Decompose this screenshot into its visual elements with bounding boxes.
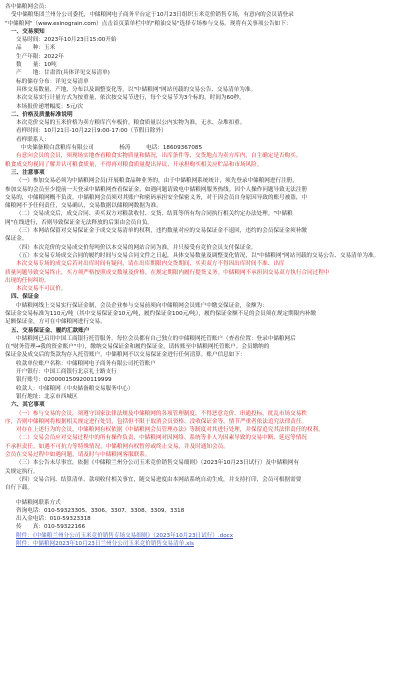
contact-phone: 18609367085 <box>162 145 203 152</box>
attachment-link-list-xls[interactable]: 中储粮网2023年10月23日兰州分公司玉米竞价销售交易清单.xls <box>32 541 194 547</box>
red-notice-line: 序，否则中储粮网将根据相关规定进行处罚，包括但不限于取消会员资格、没收保证金等，情节严重者依法追究法律责任。 <box>5 418 308 425</box>
tel-label: 咨询电话： <box>16 507 44 514</box>
attention-line: 交易的，中储粮网概不负责。中储粮网会员须对其账户和密码承担安全保密义务，对于因会员自身原因导致的账号被盗，中 <box>5 194 308 201</box>
attachment-prefix: 附件： <box>16 532 33 539</box>
trade-info-line: 产 地：甘肃省(具体详见交易清单) <box>16 70 110 77</box>
trade-info-line: 交易时间：2023年10月23日15:00开始 <box>16 37 117 44</box>
bank-info-line: 银行地址：北京市西城区 <box>16 393 78 400</box>
red-notice-line: （二）交易会员应对交易过程中的所有操作负责，中储粮网对因网络、系统等非人为因素导致的交易中断、延迟等情况 <box>16 435 307 442</box>
price-quality-line: 看样时间：10月21日-10月22日9:00-17:00（节假日除外） <box>16 128 167 135</box>
section-title-remittance: 五、交易保证金、履约汇款账户 <box>11 327 90 334</box>
section-title-attention: 三、注意事项 <box>11 169 45 176</box>
deposit-line: 足额保证金，方可在中储粮网进行交易。 <box>5 319 106 326</box>
remittance-line: 在"财务管理→我的资金账户"中），缴纳交易保证金和履约保证金，请转账至中储粮网托管账户。会员缴纳的 <box>5 344 270 351</box>
red-notice-line: 有意向会员的会员，须现场实地查看粮食实物质量和储况，出库条件等，交货地点为卖方库内，自主确定是否购买。 <box>16 153 302 160</box>
attention-line: 保证金。 <box>5 236 28 243</box>
trade-info-line: 数 量：10吨 <box>16 62 57 69</box>
section-title-deposit: 四、保证金 <box>11 294 39 301</box>
trade-info-line: 具体交易数量、产地、分布以及调整变化等，以"中储粮网"网站刊载的交易公告、交易清单为准。 <box>16 86 257 93</box>
trade-info-line: 本场报价递增幅度：5元/次 <box>16 103 83 110</box>
section-title-price-quality: 二、价格及质量标准说明 <box>11 111 73 118</box>
attention-line: 储粮网不予任何责任，交易确认，交易数据以储粮网数据为准。 <box>5 203 162 210</box>
fax-label: 传 真： <box>16 524 44 531</box>
red-notice-line: 本次交易专场的成交后若对出库时间有疑问，请在出库期限内交货期间，买卖双方不得因出库时间不准、出库 <box>16 261 285 268</box>
red-notice-line: 粮食成交均视同了解并认可粮食质量，不得再对粮食质量提出异议，开承担购买相关应贮品和市场风险。 <box>5 161 263 168</box>
red-notice-line: 不承担责任。如遇不可抗力等特殊情况，中储粮网有权暂停或终止交易，并及时通知会员。 <box>5 443 229 450</box>
price-quality-line: 看样联系人： <box>16 136 50 143</box>
out-label: 出入金电话： <box>16 516 50 523</box>
trade-info-line: 生产年限：2022年 <box>16 53 64 60</box>
trade-info-line: 本次交易实行计量方式为按重量，依次按交易节进行，每个交易节为3个标的，时间为60秒。 <box>16 95 245 102</box>
red-notice-line: 出现的任何纠纷。 <box>5 277 50 284</box>
other-line: 自行下载。 <box>5 485 33 492</box>
footer-fax <box>5 523 397 531</box>
red-notice-line: 本次交易不可议价。 <box>16 286 67 293</box>
attention-line: （二）交易成交后，成交合同、卖买双方对粮款收付、交货、结算等所有均合同执行相关约定办法处理。"中储粮 <box>16 211 293 218</box>
attachment-row <box>5 532 397 540</box>
bank-info-line: 银行账号：0200001509200119999 <box>16 377 112 384</box>
greeting: 各中储粮网会员： <box>5 4 50 10</box>
attention-line: （三）本网站保留对交易保证金于成交交易清单的权利，违约数量对应的交易保证金不退回，违约的会员保证金须补缴 <box>16 228 307 235</box>
bank-info-line: 收款人：中储粮网（中央储备粮交易服务中心） <box>16 385 134 392</box>
contact-name: 杨涛 <box>119 145 131 152</box>
bank-info-line: 开户银行：中国工商银行北京礼士路支行 <box>16 369 117 376</box>
out-value: 010-59323318 <box>49 516 91 523</box>
contact-company: 中央储备粮白盘粮库有限公司 <box>21 145 94 152</box>
attention-line: 参加交易的会员至少提前一天登录中储粮网查看保证金，如遇问题请致电中储粮网服务热线。因个人操作问题导致无法注册 <box>5 186 308 193</box>
attention-line: （一）参加交易必须为中储粮网会员(开展粮食品种业务的，由于中储粮网系统统计，须先登录中储粮网进行注册， <box>16 178 298 185</box>
footer-org: 中储粮网联系方式 <box>16 499 61 506</box>
contact-line <box>5 144 397 152</box>
other-line: 关规定执行。 <box>5 468 39 475</box>
contact-phone-label: 电话： <box>146 145 163 152</box>
tel-value: 010-59323305、3306、3307、3308、3309、3318 <box>43 507 185 514</box>
attachment-prefix: 附件： <box>16 541 33 547</box>
attachment-row <box>5 540 397 548</box>
trade-info-line: 标的储存分布：详见交易清单 <box>16 78 89 85</box>
price-quality-line: 本次竞价交易的玉米价格为卖方粮库汽车板价。粮食质量以公内实物为准，无水、杂堆扣重。 <box>16 120 246 127</box>
intro-line: 受中储粮集团兰州分公司委托，中储粮网电子商务平台定于10月23日组织玉米竞价销售专场，有意向的会员请登录 <box>11 12 294 19</box>
deposit-line: 保证金交易标准为110元/吨（其中交易保证金10元/吨，履约保证金100元/吨），履约保证金额不足的会员须在规定期限内补缴 <box>5 310 317 317</box>
attention-line: （五）本交易专场成交合同的履约时间与交易合同文件之日起，具体交易数量及调整变化情况，以"中储粮网"网站刊载的交易公告、交易清单为准。 <box>16 252 380 259</box>
remittance-line: 中储粮网已启用中国工商银行托管服务，每位会员都有自己独立的中储粮网托管账户（查看位置：登录中储粮网后 <box>16 335 296 342</box>
section-title-other: 六、其它事项 <box>11 402 45 409</box>
section-title-trade-notes: 一、交易须知 <box>11 28 45 35</box>
footer-tel <box>5 507 397 515</box>
footer-out <box>5 515 397 523</box>
fax-value: 010-59322166 <box>43 524 86 531</box>
deposit-line: 中储粮网线上交易实行保证金制，会员企业参与交易前须向中储粮网会员账户中缴交保证金，金额为： <box>16 302 268 309</box>
red-notice-line: 对存在上述行为的会员，中储粮网有权依据《中储粮网会员管理办法》等制度对其进行处理，并保留追究其法律责任的权利。 <box>16 427 324 434</box>
attention-line: （四）本次竞价的交易成交价每吨价以本交易的网站合同为准，并只接受有竞价会员支付保证金。 <box>16 244 257 251</box>
other-line: （四）交易合同、结算清单、款项收付相关事宜，随交易进度由本网站系统自动生成，并支持打印，会员可根据需要 <box>16 476 302 483</box>
red-notice-line: （一）参与交易的会员，须遵守国家法律法规及中储粮网的各项管理制度，不得恶意竞价、串通投标，扰乱市场交易秩 <box>16 410 307 417</box>
bank-info-line: 收款单位账户名称：中储粮网电子商务有限公司托管账户 <box>16 360 156 367</box>
intro-line: "中储粮网"（www.esinograin.com）点击首页菜单栏中的"粮油交易"选择专场参与交易。现将有关事项公告如下： <box>5 20 292 27</box>
attention-line: 网"在线进行，否则导致保证金无法释放的后果由会员自负。 <box>5 219 154 226</box>
red-notice-line: 会员在交易过程中如遇问题，请及时与中储粮网客服联系。 <box>5 452 151 459</box>
remittance-line: 保证金及成交后的货款均存入托管账户，中储粮网不以交易保证金进行任何清算。账户信息如下： <box>5 352 246 359</box>
attachment-link-rules-docx[interactable]: 《中储粮兰州分公司玉米竞价销售专场交易细则》（2023年10月23日试行）.docx <box>32 532 234 539</box>
trade-info-line: 品 种：玉米 <box>16 45 56 52</box>
red-notice-line: 质量问题导致交易终止，买方须严格按照成交数量及价格，在规定期限内履行提货义务。中储粮网不承担因交易双方执行合同过程中 <box>5 269 330 276</box>
other-line: （三）本公告未尽事宜，依据《中储粮兰州分公司玉米竞价销售交易细则》（2023年10月23日试行）及中储粮网有 <box>16 460 299 467</box>
